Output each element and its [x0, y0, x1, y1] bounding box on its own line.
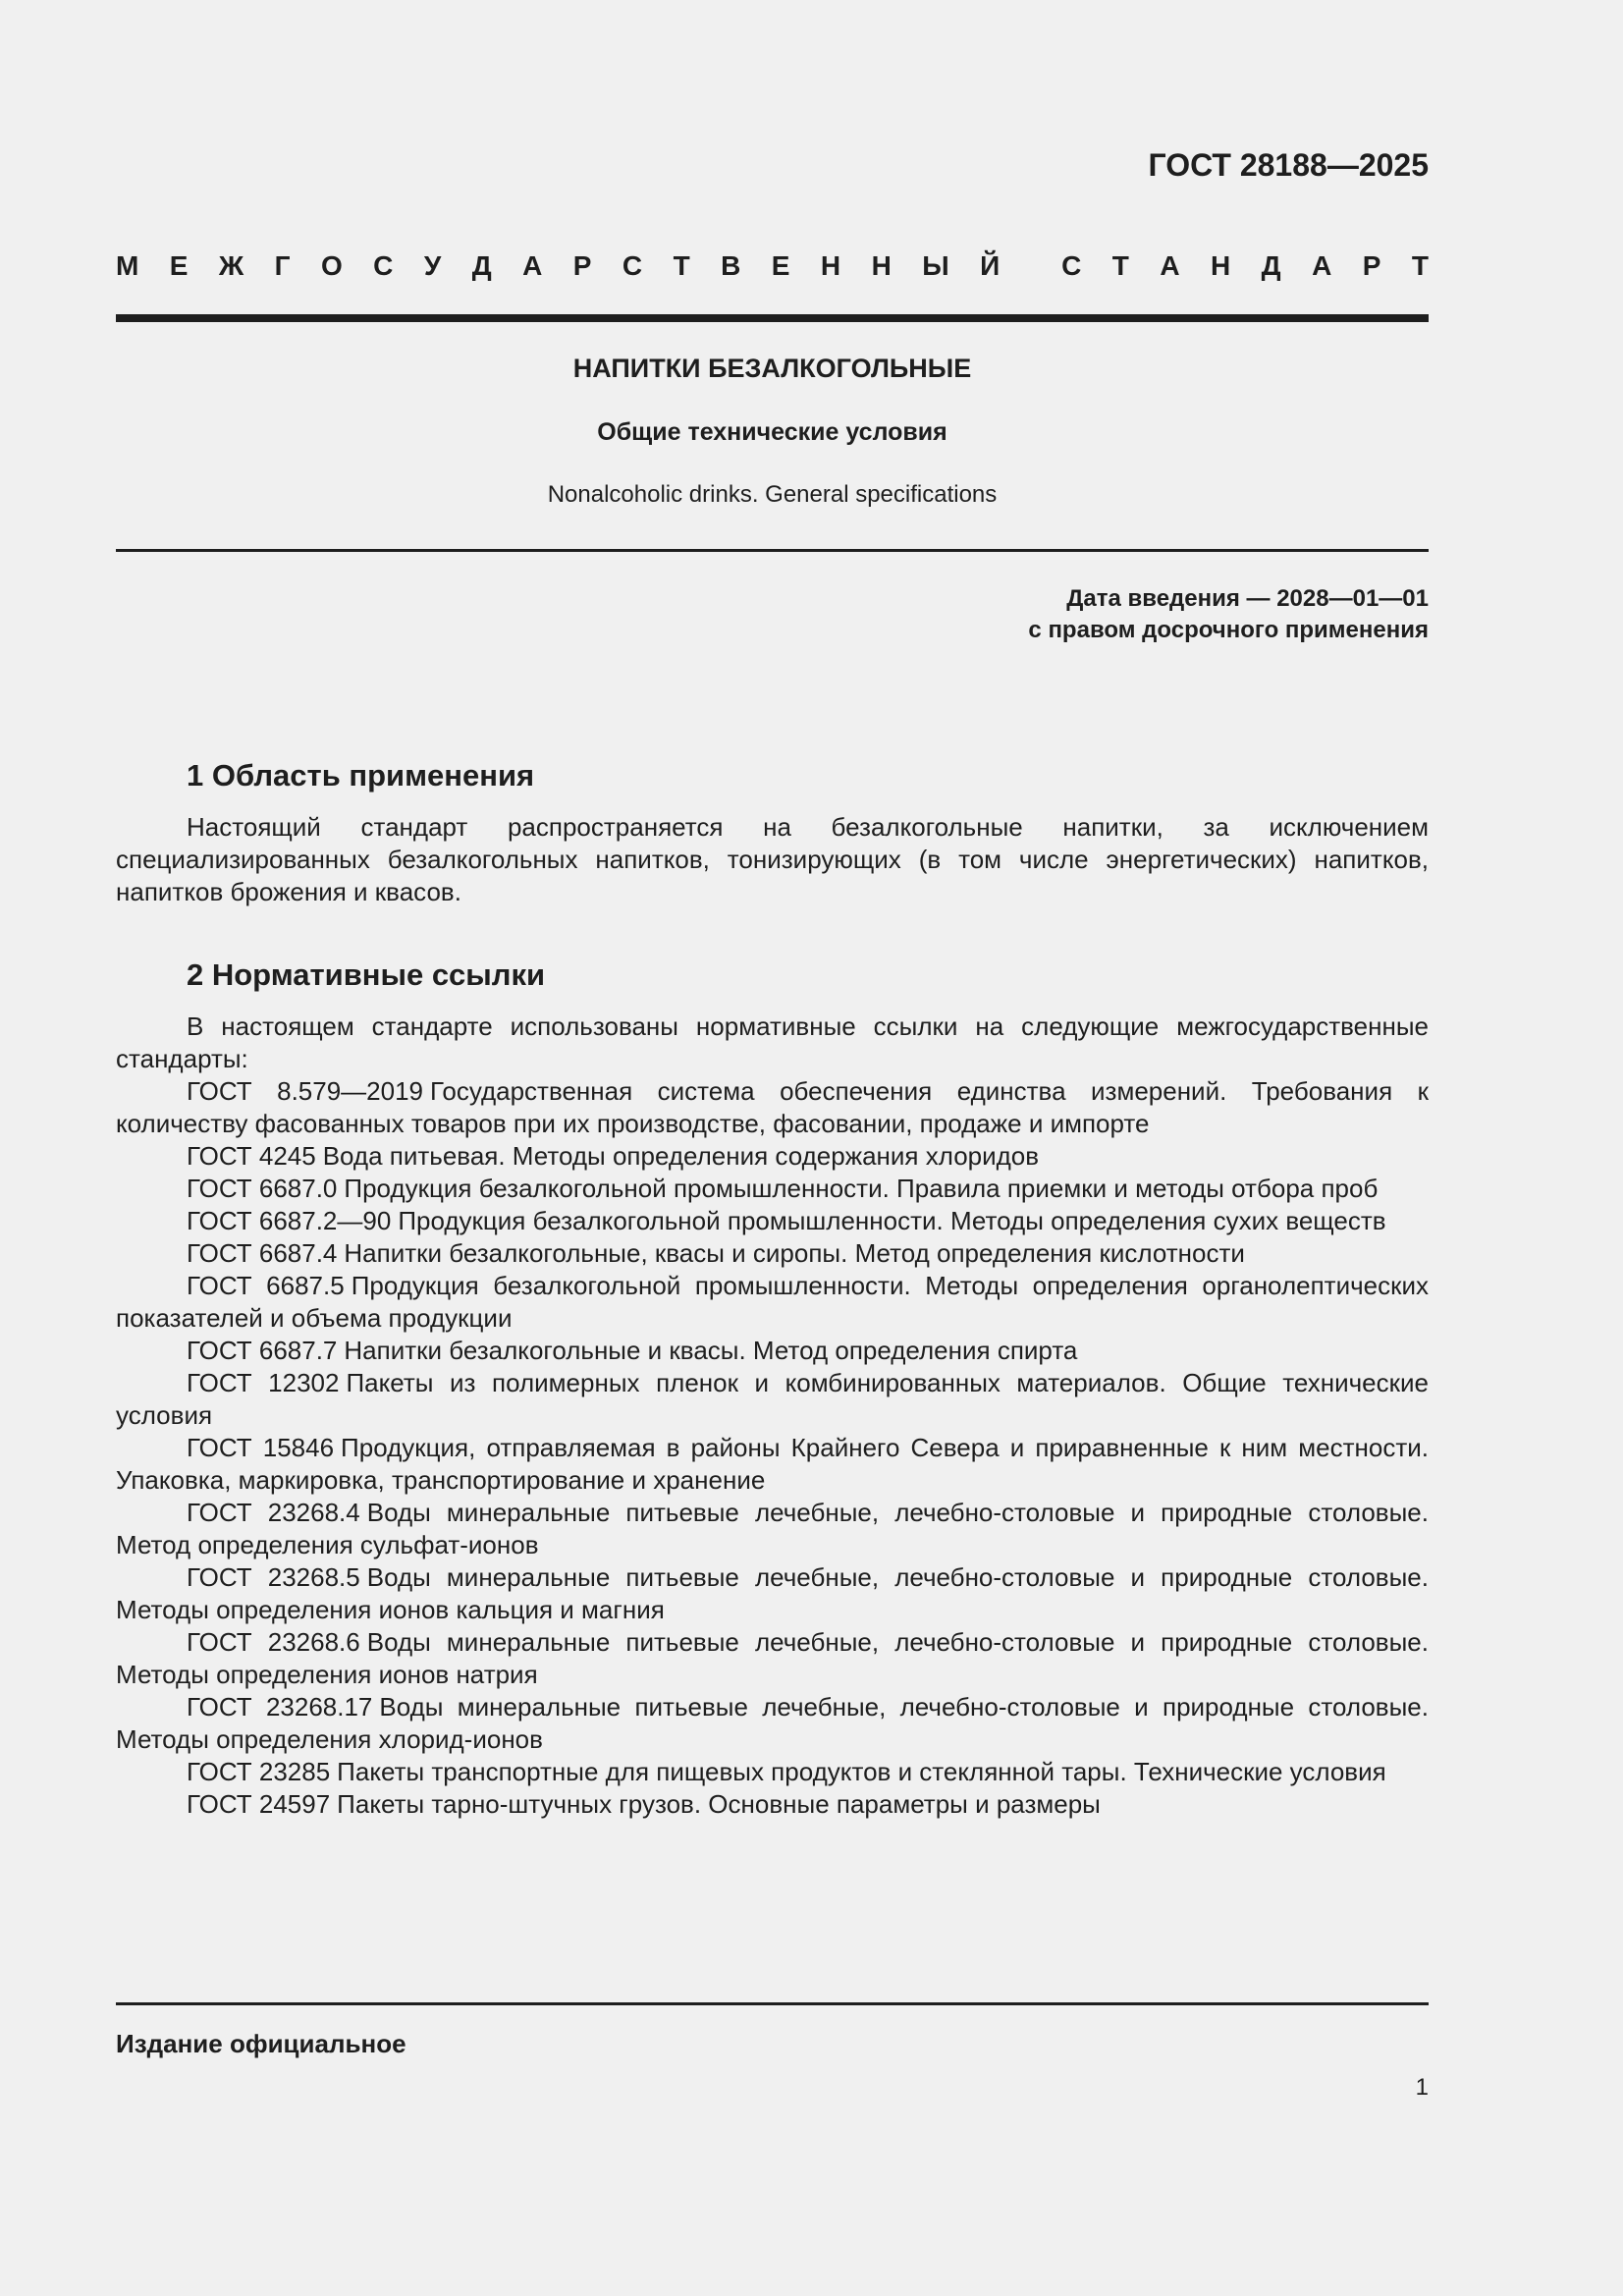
references-intro: В настоящем стандарте использованы нормативные ссылки на следующие межгосударственные стандарты: [116, 1011, 1429, 1073]
reference-code: ГОСТ 15846 [187, 1433, 335, 1462]
introduction-date [1028, 583, 1429, 646]
interstate-letter: А [522, 250, 543, 281]
reference-title: Пакеты из полимерных пленок и комбинированных материалов. Общие технические условия [116, 1368, 1429, 1430]
reference-item [116, 1367, 1429, 1432]
reference-code: ГОСТ 6687.4 [187, 1238, 338, 1268]
reference-item [116, 1626, 1429, 1691]
early-application-note: с правом досрочного применения [1028, 617, 1429, 643]
references-list [116, 1075, 1429, 1821]
reference-title: Вода питьевая. Методы определения содержания хлоридов [322, 1141, 1040, 1171]
reference-title: Воды минеральные питьевые лечебные, лечебно-столовые и природные столовые. Методы определения ионов кальция и магния [116, 1562, 1429, 1624]
reference-title: Пакеты транспортные для пищевых продуктов и стеклянной тары. Технические условия [337, 1757, 1386, 1786]
interstate-letter: Р [1362, 250, 1381, 281]
reference-item [116, 1756, 1429, 1788]
interstate-letter: Д [1261, 250, 1281, 281]
interstate-letter: С [373, 250, 394, 281]
reference-title: Продукция безалкогольной промышленности. Методы определения органолептических показателей и объема продукции [116, 1271, 1429, 1333]
reference-item [116, 1173, 1429, 1205]
interstate-letter: Е [771, 250, 790, 281]
reference-title: Напитки безалкогольные и квасы. Метод определения спирта [344, 1336, 1078, 1365]
interstate-letter: Т [673, 250, 690, 281]
reference-code: ГОСТ 23268.17 [187, 1692, 373, 1722]
interstate-letter: О [320, 250, 343, 281]
section-heading: 1 Область применения [187, 758, 535, 793]
interstate-letter: Н [1211, 250, 1231, 281]
reference-code: ГОСТ 23268.4 [187, 1498, 360, 1527]
interstate-letter: Р [572, 250, 592, 281]
interstate-letter: Т [1411, 250, 1429, 281]
interstate-letter: С [622, 250, 643, 281]
reference-code: ГОСТ 23285 [187, 1757, 331, 1786]
reference-item [116, 1432, 1429, 1497]
section-heading: 2 Нормативные ссылки [187, 957, 546, 992]
reference-code: ГОСТ 23268.6 [187, 1627, 360, 1657]
reference-title: Продукция, отправляемая в районы Крайнего Севера и приравненные к ним местности. Упаковка, маркировка, транспортирование и хранение [116, 1433, 1429, 1495]
reference-code: ГОСТ 6687.2—90 [187, 1206, 392, 1235]
interstate-letter: С [1061, 250, 1082, 281]
interstate-letter: Е [169, 250, 189, 281]
interstate-standard-label [116, 250, 1429, 282]
reference-item [116, 1075, 1429, 1140]
interstate-letter: Н [871, 250, 892, 281]
reference-title: Пакеты тарно-штучных грузов. Основные параметры и размеры [337, 1789, 1101, 1819]
reference-item [116, 1270, 1429, 1335]
reference-item [116, 1691, 1429, 1756]
official-edition-label: Издание официальное [116, 2029, 406, 2058]
interstate-letter: Й [980, 250, 1001, 281]
reference-code: ГОСТ 4245 [187, 1141, 316, 1171]
reference-code: ГОСТ 6687.5 [187, 1271, 345, 1300]
reference-title: Воды минеральные питьевые лечебные, лечебно-столовые и природные столовые. Методы определения ионов натрия [116, 1627, 1429, 1689]
standard-title: НАПИТКИ БЕЗАЛКОГОЛЬНЫЕ [572, 354, 972, 383]
reference-code: ГОСТ 24597 [187, 1789, 331, 1819]
section-scope [116, 759, 1429, 908]
interstate-letter: Г [274, 250, 291, 281]
introduction-date-line: Дата введения — 2028—01—01 [1066, 585, 1429, 612]
interstate-letter: Ы [922, 250, 949, 281]
reference-item [116, 1788, 1429, 1821]
reference-code: ГОСТ 12302 [187, 1368, 340, 1397]
section-references [116, 958, 1429, 1821]
reference-item [116, 1497, 1429, 1561]
reference-item [116, 1335, 1429, 1367]
document-code: ГОСТ 28188—2025 [1148, 147, 1429, 183]
english-title: Nonalcoholic drinks. General specifications [547, 481, 998, 508]
title-divider [116, 549, 1429, 552]
interstate-letter: Д [471, 250, 492, 281]
reference-item [116, 1205, 1429, 1237]
reference-title: Продукция безалкогольной промышленности. Методы определения сухих веществ [398, 1206, 1386, 1235]
reference-code: ГОСТ 6687.0 [187, 1174, 338, 1203]
reference-item [116, 1237, 1429, 1270]
reference-code: ГОСТ 6687.7 [187, 1336, 338, 1365]
interstate-letter: М [116, 250, 139, 281]
interstate-letter: А [1160, 250, 1180, 281]
reference-code: ГОСТ 8.579—2019 [187, 1076, 424, 1106]
reference-code: ГОСТ 23268.5 [187, 1562, 360, 1592]
interstate-letter: Ж [218, 250, 244, 281]
reference-title: Воды минеральные питьевые лечебные, лечебно-столовые и природные столовые. Методы определения хлорид-ионов [116, 1692, 1429, 1754]
page-number: 1 [1415, 2074, 1429, 2101]
interstate-letter: А [1312, 250, 1332, 281]
interstate-letter: У [423, 250, 442, 281]
reference-item [116, 1140, 1429, 1173]
interstate-letter: В [721, 250, 741, 281]
footer-divider [116, 2002, 1429, 2005]
reference-title: Напитки безалкогольные, квасы и сиропы. Метод определения кислотности [344, 1238, 1245, 1268]
reference-title: Воды минеральные питьевые лечебные, лечебно-столовые и природные столовые. Метод определения сульфат-ионов [116, 1498, 1429, 1559]
header-divider [116, 314, 1429, 322]
scope-paragraph: Настоящий стандарт распространяется на безалкогольные напитки, за исключением специализированных безалкогольных напитков, тонизирующих (в том числе энергетических) напитков, напитков брожения и квасов. [116, 812, 1429, 906]
interstate-letter: Т [1111, 250, 1129, 281]
reference-title: Продукция безалкогольной промышленности. Правила приемки и методы отбора проб [344, 1174, 1379, 1203]
reference-title: Государственная система обеспечения единства измерений. Требования к количеству фасованных товаров при их производстве, фасовании, продаже и импорте [116, 1076, 1429, 1138]
interstate-letter: Н [820, 250, 841, 281]
reference-item [116, 1561, 1429, 1626]
standard-subtitle: Общие технические условия [597, 418, 947, 446]
